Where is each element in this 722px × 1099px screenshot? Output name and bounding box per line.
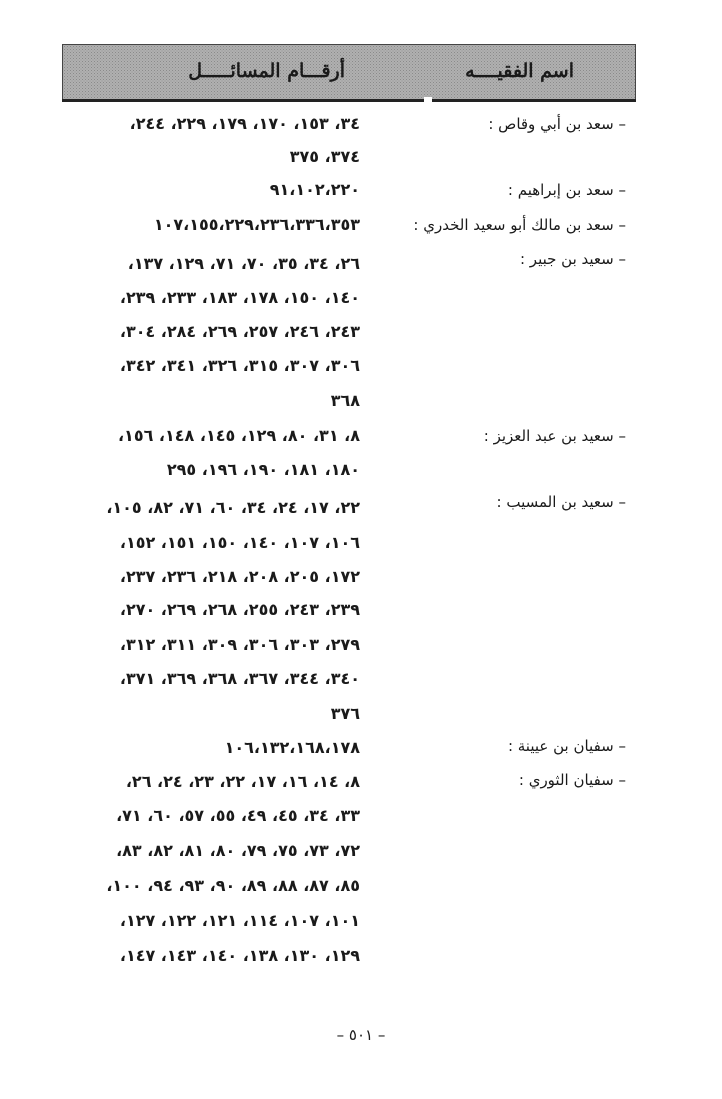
entry-numbers-line: ٣٤٠، ٣٤٤، ٣٦٧، ٣٦٨، ٣٦٩، ٣٧١، (119, 669, 360, 688)
page-number: – ٥٠١ – (336, 1026, 386, 1044)
entry-numbers-line: ١٢٩، ١٣٠، ١٣٨، ١٤٠، ١٤٣، ١٤٧، (119, 946, 360, 965)
entry-name: – سعيد بن المسيب : (496, 493, 626, 511)
entry-numbers-line: ٨، ١٤، ١٦، ١٧، ٢٢، ٢٣، ٢٤، ٢٦، (125, 772, 360, 791)
entry-name: – سعيد بن عبد العزيز : (483, 427, 626, 445)
entry-numbers-line: ٣٣، ٣٤، ٤٥، ٤٩، ٥٥، ٥٧، ٦٠، ٧١، (116, 806, 360, 825)
entry-numbers-line: ٢٧٩، ٣٠٣، ٣٠٦، ٣٠٩، ٣١١، ٣١٢، (119, 635, 360, 654)
entry-numbers-line: ١٠١، ١٠٧، ١١٤، ١٢١، ١٢٢، ١٢٧، (119, 911, 360, 930)
entry-numbers-line: ٣٧٦ (330, 704, 360, 723)
entry-numbers-line: ٢٤٣، ٢٤٦، ٢٥٧، ٢٦٩، ٢٨٤، ٣٠٤، (119, 322, 360, 341)
entry-name: – سعد بن إبراهيم : (507, 181, 626, 199)
entry-numbers-line: ٣٠٦، ٣٠٧، ٣١٥، ٣٢٦، ٣٤١، ٣٤٢، (119, 356, 360, 375)
header-name-label: اسم الفقيــــه (465, 60, 574, 82)
entry-numbers-line: ٣٧٤، ٣٧٥ (289, 147, 360, 166)
entry-numbers-line: ١٠٦، ١٠٧، ١٤٠، ١٥٠، ١٥١، ١٥٢، (119, 533, 360, 552)
entry-name: – سعيد بن جبير : (519, 250, 626, 268)
entry-numbers-line: ٣٤، ١٥٣، ١٧٠، ١٧٩، ٢٢٩، ٢٤٤، (129, 114, 360, 133)
entry-numbers-line: ١٨٠، ١٨١، ١٩٠، ١٩٦، ٢٩٥ (166, 460, 360, 479)
entry-numbers-line: ٨٥، ٨٧، ٨٨، ٨٩، ٩٠، ٩٣، ٩٤، ١٠٠، (106, 876, 360, 895)
entry-name: – سفيان بن عيينة : (507, 737, 626, 755)
entry-name: – سعد بن مالك أبو سعيد الخدري : (413, 216, 626, 234)
entry-name: – سفيان الثوري : (518, 771, 626, 789)
entry-numbers-line: ١٠٦،١٣٢،١٦٨،١٧٨ (224, 738, 360, 757)
header-rule (62, 99, 636, 102)
entry-numbers-line: ١٠٧،١٥٥،٢٢٩،٢٣٦،٣٣٦،٣٥٣ (153, 215, 360, 234)
entry-numbers-line: ٩١،١٠٢،٢٢٠ (269, 180, 360, 199)
header-rule-notch (424, 97, 432, 104)
entry-numbers-line: ٢٦، ٣٤، ٣٥، ٧٠، ٧١، ١٢٩، ١٣٧، (127, 254, 360, 273)
entry-numbers-line: ٢٢، ١٧، ٢٤، ٣٤، ٦٠، ٧١، ٨٢، ١٠٥، (106, 498, 360, 517)
entry-name: – سعد بن أبي وقاص : (488, 115, 626, 133)
entry-numbers-line: ٧٢، ٧٣، ٧٥، ٧٩، ٨٠، ٨١، ٨٢، ٨٣، (116, 841, 360, 860)
entry-numbers-line: ١٤٠، ١٥٠، ١٧٨، ١٨٣، ٢٣٣، ٢٣٩، (119, 288, 360, 307)
entry-numbers-line: ١٧٢، ٢٠٥، ٢٠٨، ٢١٨، ٢٣٦، ٢٣٧، (119, 567, 360, 586)
header-numbers-label: أرقـــام المسائـــــل (188, 60, 345, 82)
entry-numbers-line: ٢٣٩، ٢٤٣، ٢٥٥، ٢٦٨، ٢٦٩، ٢٧٠، (119, 600, 360, 619)
entry-numbers-line: ٨، ٣١، ٨٠، ١٢٩، ١٤٥، ١٤٨، ١٥٦، (117, 426, 360, 445)
entry-numbers-line: ٣٦٨ (330, 391, 360, 410)
